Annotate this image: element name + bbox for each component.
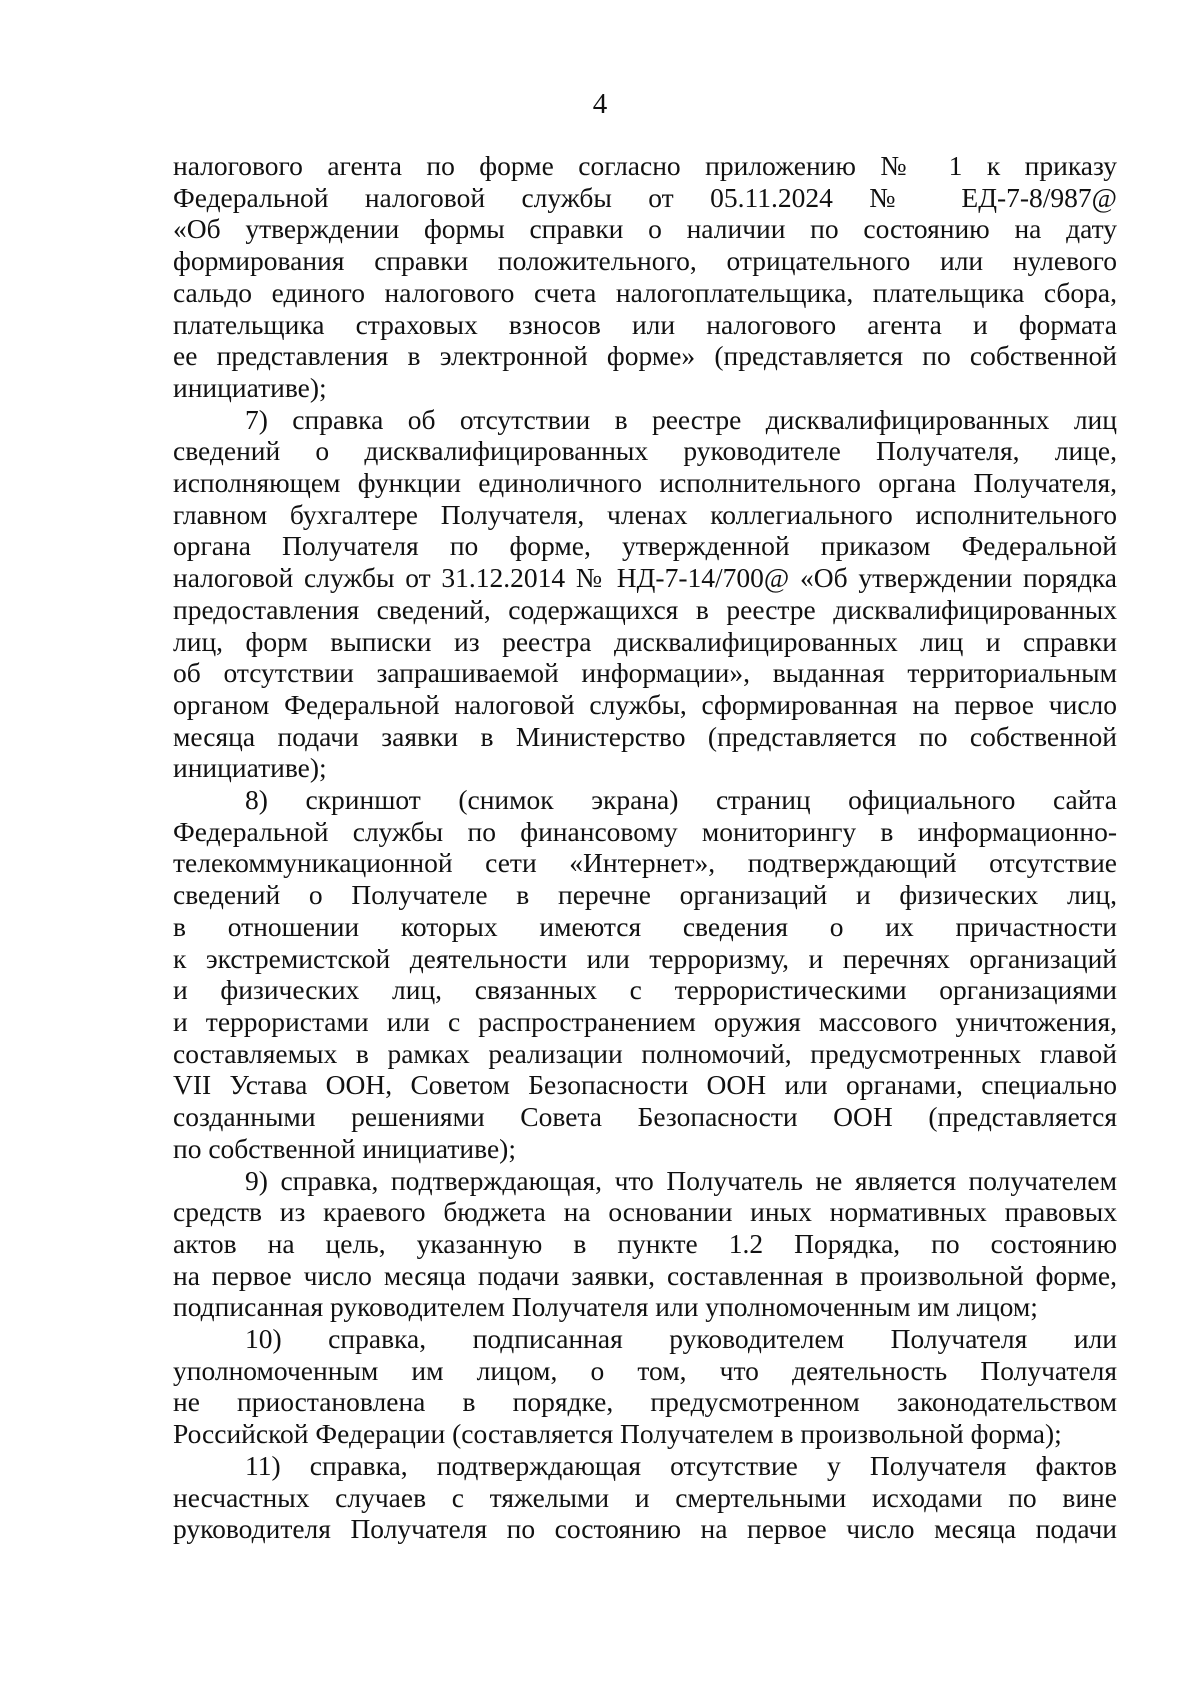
paragraph [173, 150, 1117, 404]
text-line: Федеральной службы по финансовому мониторингу в информационно- [173, 815, 1117, 847]
document-body [173, 150, 1117, 1545]
text-line: органом Федеральной налоговой службы, сформированная на первое число [173, 688, 1117, 720]
text-line: об отсутствии запрашиваемой информации», выданная территориальным [173, 657, 1117, 689]
text-line: подписанная руководителем Получателя или уполномоченным им лицом; [173, 1291, 1038, 1323]
text-line: составляемых в рамках реализации полномочий, предусмотренных главой [173, 1037, 1117, 1069]
text-line: исполняющем функции единоличного исполнительного органа Получателя, [173, 467, 1117, 499]
text-line: 9) справка, подтверждающая, что Получатель не является получателем [245, 1164, 1117, 1196]
text-line: VII Устава ООН, Советом Безопасности ООН или органами, специально [173, 1069, 1117, 1101]
text-line: налоговой службы от 31.12.2014 № НД-7-14/700@ «Об утверждении порядка [173, 562, 1117, 594]
text-line: сальдо единого налогового счета налогоплательщика, плательщика сбора, [173, 276, 1117, 308]
text-line: «Об утверждении формы справки о наличии по состоянию на дату [173, 213, 1117, 245]
text-line: 8) скриншот (снимок экрана) страниц официального сайта [245, 784, 1117, 816]
paragraph [173, 404, 1117, 784]
page-number: 4 [592, 88, 608, 120]
text-line: не приостановлена в порядке, предусмотренном законодательством [173, 1386, 1117, 1418]
text-line: руководителя Получателя по состоянию на первое число месяца подачи [173, 1513, 1117, 1545]
text-line: 10) справка, подписанная руководителем Получателя или [245, 1323, 1117, 1355]
paragraph [173, 1323, 1117, 1450]
text-line: и физических лиц, связанных с террористическими организациями [173, 974, 1117, 1006]
text-line: главном бухгалтере Получателя, членах коллегиального исполнительного [173, 498, 1117, 530]
text-line: сведений о Получателе в перечне организаций и физических лиц, [173, 879, 1117, 911]
text-line: Федеральной налоговой службы от 05.11.2024 № ЕД-7-8/987@ [173, 181, 1117, 213]
text-line: ее представления в электронной форме» (представляется по собственной [173, 340, 1117, 372]
text-line: несчастных случаев с тяжелыми и смертельными исходами по вине [173, 1481, 1117, 1513]
paragraph [173, 1450, 1117, 1545]
paragraph [173, 784, 1117, 1164]
paragraph [173, 1165, 1117, 1324]
text-line: инициативе); [173, 371, 327, 403]
text-line: сведений о дисквалифицированных руководителе Получателя, лице, [173, 435, 1117, 467]
text-line: формирования справки положительного, отрицательного или нулевого [173, 245, 1117, 277]
text-line: в отношении которых имеются сведения о их причастности [173, 910, 1117, 942]
text-line: к экстремистской деятельности или терроризму, и перечнях организаций [173, 942, 1117, 974]
text-line: по собственной инициативе); [173, 1132, 516, 1164]
text-line: плательщика страховых взносов или налогового агента и формата [173, 308, 1117, 340]
text-line: телекоммуникационной сети «Интернет», подтверждающий отсутствие [173, 847, 1117, 879]
text-line: 7) справка об отсутствии в реестре дисквалифицированных лиц [245, 403, 1117, 435]
text-line: предоставления сведений, содержащихся в реестре дисквалифицированных [173, 593, 1117, 625]
text-line: и террористами или с распространением оружия массового уничтожения, [173, 1005, 1117, 1037]
text-line: созданными решениями Совета Безопасности ООН (представляется [173, 1101, 1117, 1133]
text-line: лиц, форм выписки из реестра дисквалифицированных лиц и справки [173, 625, 1117, 657]
text-line: Российской Федерации (составляется Получателем в произвольной форма); [173, 1418, 1062, 1450]
text-line: на первое число месяца подачи заявки, составленная в произвольной форме, [173, 1259, 1117, 1291]
text-line: средств из краевого бюджета на основании иных нормативных правовых [173, 1196, 1117, 1228]
text-line: налогового агента по форме согласно приложению № 1 к приказу [173, 150, 1117, 181]
text-line: актов на цель, указанную в пункте 1.2 Порядка, по состоянию [173, 1227, 1117, 1259]
text-line: инициативе); [173, 752, 327, 784]
text-line: 11) справка, подтверждающая отсутствие у Получателя фактов [245, 1449, 1117, 1481]
text-line: органа Получателя по форме, утвержденной приказом Федеральной [173, 530, 1117, 562]
text-line: месяца подачи заявки в Министерство (представляется по собственной [173, 720, 1117, 752]
text-line: уполномоченным им лицом, о том, что деятельность Получателя [173, 1354, 1117, 1386]
